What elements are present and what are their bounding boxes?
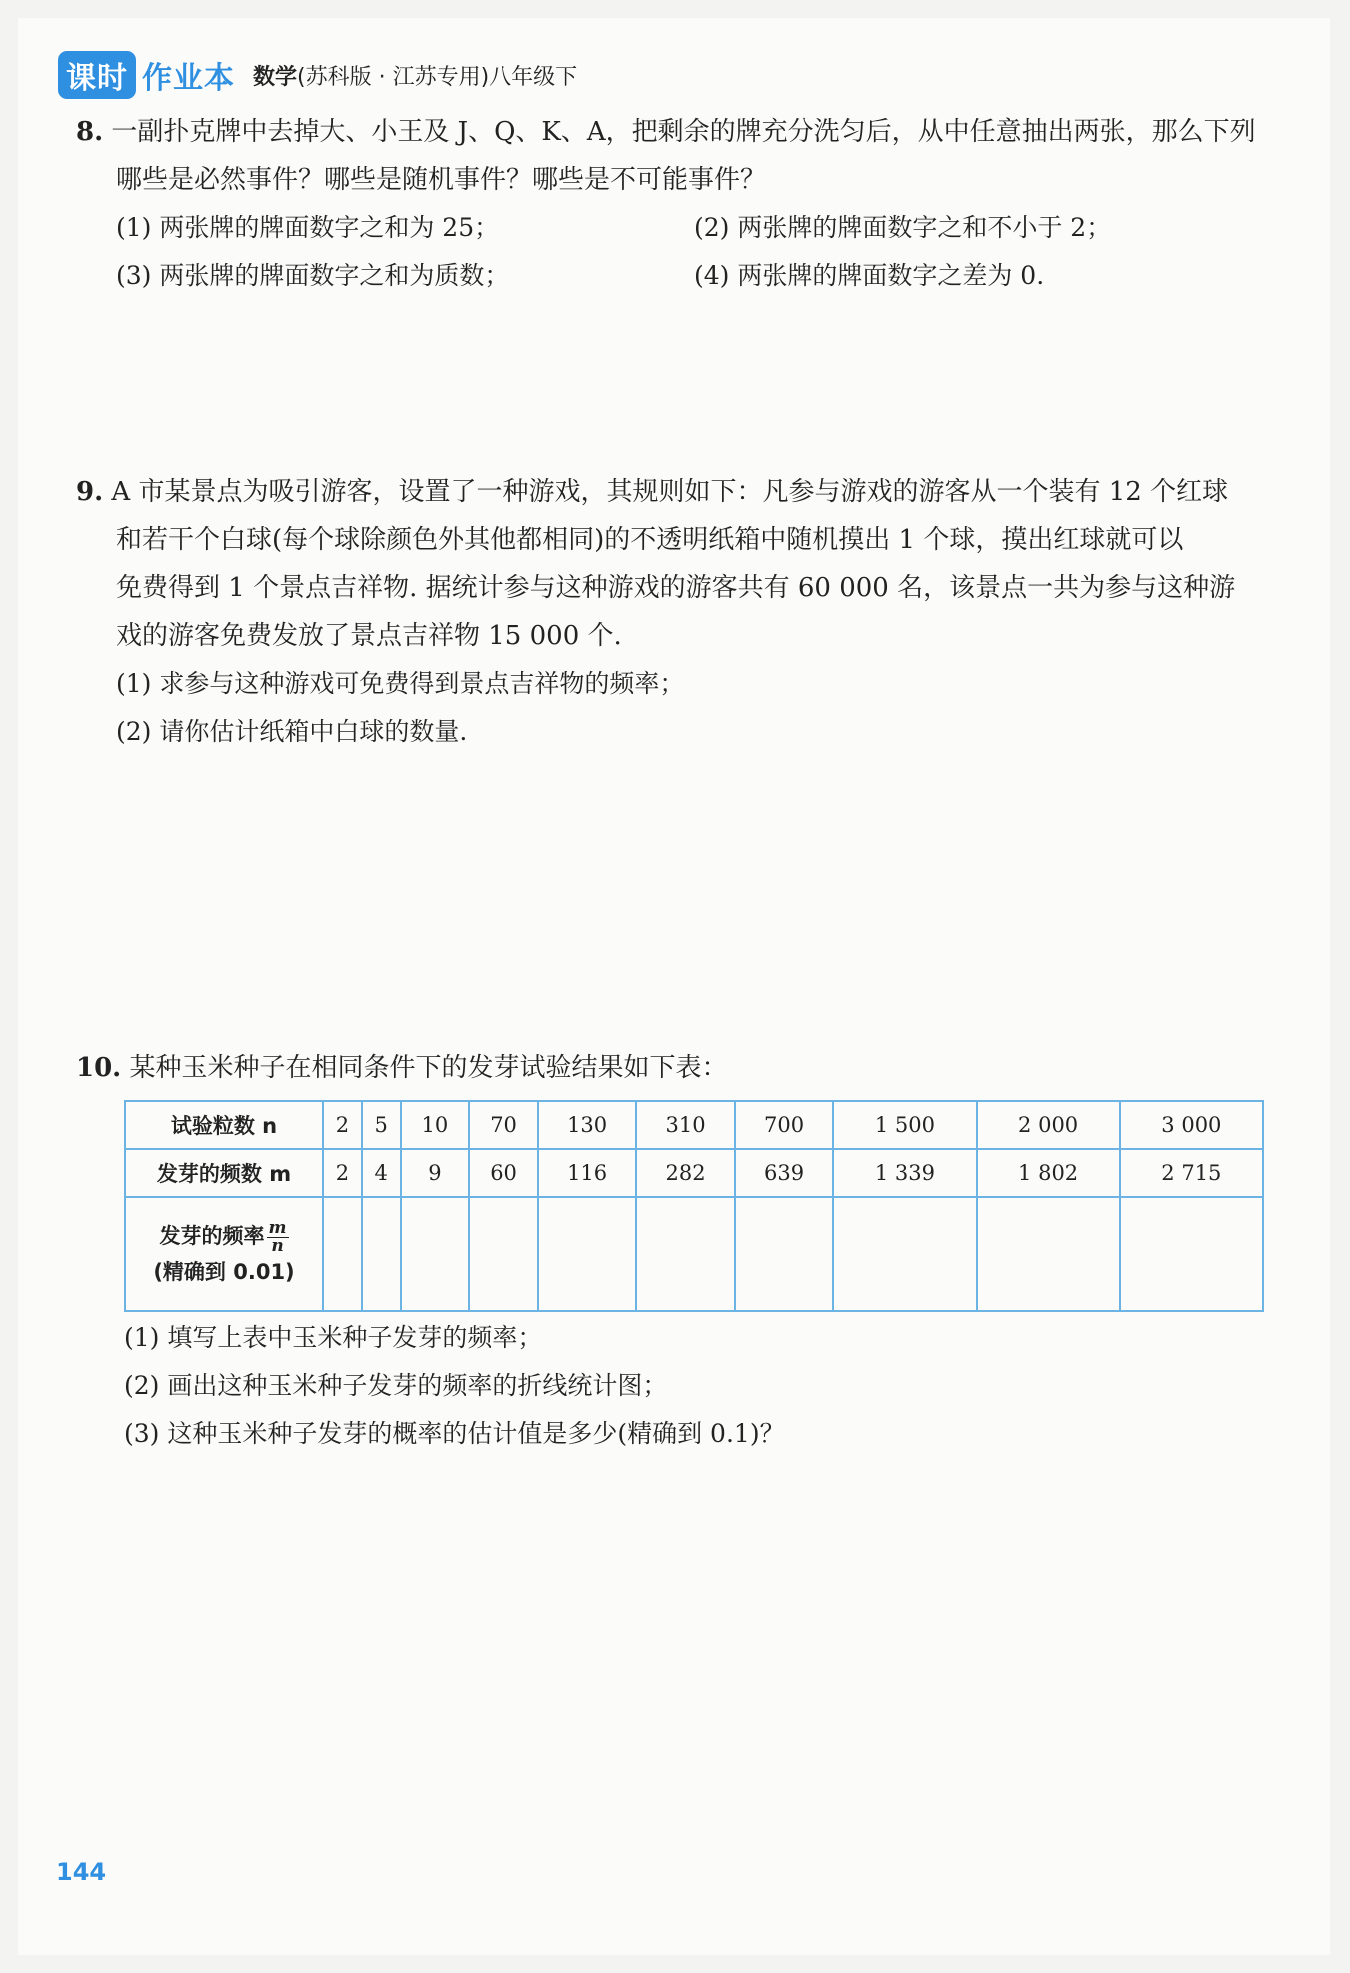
question-line2: 和若干个白球(每个球除颜色外其他都相同)的不透明纸箱中随机摸出 1 个球，摸出红球就可以: [116, 525, 1184, 555]
question-10: [76, 1044, 1276, 1092]
option-4: (4) 两张牌的牌面数字之差为 0.: [694, 261, 1045, 290]
table-row-m: [125, 1149, 1263, 1197]
option-1: (1) 两张牌的牌面数字之和为 25；: [116, 213, 500, 242]
rate-blank-cell[interactable]: [362, 1197, 401, 1311]
option-3: (3) 两张牌的牌面数字之和为质数；: [116, 261, 510, 290]
row-label-n: 试验粒数 n: [125, 1101, 323, 1149]
question-number: 8.: [76, 117, 104, 147]
logo: [58, 51, 235, 99]
subject: 数学: [253, 64, 298, 90]
question-8: [76, 108, 1276, 300]
n-cell: 2 000: [977, 1101, 1120, 1149]
subquestion-2: (2) 画出这种玉米种子发芽的频率的折线统计图；: [124, 1371, 668, 1400]
row-label-rate: [125, 1197, 323, 1311]
rate-blank-cell[interactable]: [469, 1197, 538, 1311]
rate-precision-note: (精确到 0.01): [153, 1259, 295, 1284]
rate-blank-cell[interactable]: [538, 1197, 636, 1311]
m-cell: 9: [401, 1149, 470, 1197]
question-number: 10.: [76, 1053, 122, 1083]
question-stem-line2: 哪些是必然事件？哪些是随机事件？哪些是不可能事件？: [116, 165, 767, 195]
header-subtitle: [253, 60, 577, 91]
table-row-rate: [125, 1197, 1263, 1311]
m-cell: 639: [735, 1149, 833, 1197]
option-2: (2) 两张牌的牌面数字之和不小于 2；: [694, 213, 1112, 242]
question-9: [76, 468, 1276, 756]
n-cell: 5: [362, 1101, 401, 1149]
subquestion-1: (1) 求参与这种游戏可免费得到景点吉祥物的频率；: [116, 669, 685, 698]
n-cell: 310: [636, 1101, 734, 1149]
page: [18, 18, 1330, 1955]
n-cell: 1 500: [833, 1101, 976, 1149]
rate-blank-cell[interactable]: [323, 1197, 362, 1311]
table-row-n: [125, 1101, 1263, 1149]
subquestion-1: (1) 填写上表中玉米种子发芽的频率；: [124, 1323, 543, 1352]
edition: (苏科版 · 江苏专用)八年级下: [297, 64, 578, 90]
n-cell: 10: [401, 1101, 470, 1149]
rate-blank-cell[interactable]: [977, 1197, 1120, 1311]
n-cell: 3 000: [1120, 1101, 1263, 1149]
fraction-m-over-n: $\frac{m}{n}$: [268, 1217, 287, 1256]
n-cell: 70: [469, 1101, 538, 1149]
row-label-m: 发芽的频数 m: [125, 1149, 323, 1197]
rate-blank-cell[interactable]: [833, 1197, 976, 1311]
n-cell: 130: [538, 1101, 636, 1149]
question-line1: A 市某景点为吸引游客，设置了一种游戏，其规则如下：凡参与游戏的游客从一个装有 12 个红球: [111, 477, 1229, 507]
rate-blank-cell[interactable]: [735, 1197, 833, 1311]
m-cell: 116: [538, 1149, 636, 1197]
m-cell: 1 339: [833, 1149, 976, 1197]
logo-text: 作业本: [142, 61, 235, 96]
m-cell: 60: [469, 1149, 538, 1197]
rate-blank-cell[interactable]: [1120, 1197, 1263, 1311]
question-number: 9.: [76, 477, 104, 507]
rate-blank-cell[interactable]: [401, 1197, 470, 1311]
question-stem: 某种玉米种子在相同条件下的发芽试验结果如下表：: [129, 1053, 728, 1083]
question-10-subparts: [124, 1314, 1324, 1458]
m-cell: 1 802: [977, 1149, 1120, 1197]
page-number: 144: [56, 1858, 107, 1886]
n-cell: 700: [735, 1101, 833, 1149]
question-line3: 免费得到 1 个景点吉祥物. 据统计参与这种游戏的游客共有 60 000 名，该景点一共为参与这种游: [116, 573, 1236, 603]
m-cell: 282: [636, 1149, 734, 1197]
m-cell: 2 715: [1120, 1149, 1263, 1197]
n-cell: 2: [323, 1101, 362, 1149]
question-stem-line1: 一副扑克牌中去掉大、小王及 J、Q、K、A，把剩余的牌充分洗匀后，从中任意抽出两张，那么下列: [111, 117, 1256, 147]
rate-label-text: 发芽的频率: [159, 1224, 265, 1249]
germination-table: [124, 1100, 1264, 1312]
rate-blank-cell[interactable]: [636, 1197, 734, 1311]
question-line4: 戏的游客免费发放了景点吉祥物 15 000 个.: [116, 621, 622, 651]
subquestion-2: (2) 请你估计纸箱中白球的数量.: [116, 717, 468, 746]
header: [58, 50, 577, 100]
logo-chip: 课时: [58, 51, 136, 99]
m-cell: 2: [323, 1149, 362, 1197]
m-cell: 4: [362, 1149, 401, 1197]
subquestion-3: (3) 这种玉米种子发芽的概率的估计值是多少(精确到 0.1)？: [124, 1419, 785, 1448]
